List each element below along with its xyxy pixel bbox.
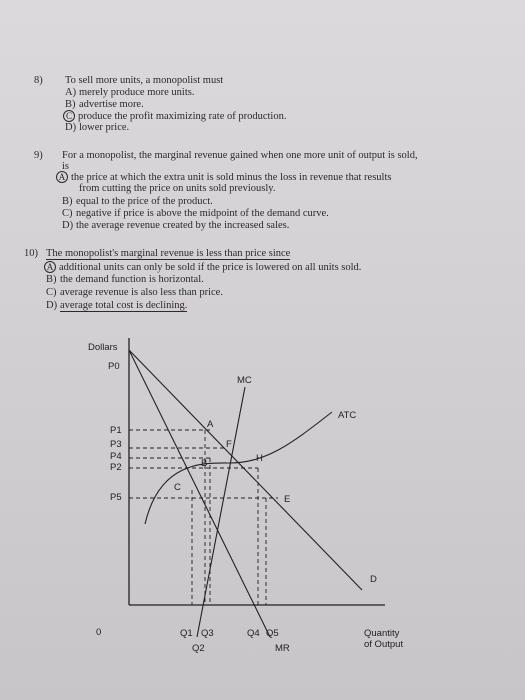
mr-label: MR (275, 643, 290, 654)
choice-c-selected[interactable]: C produce the profit maximizing rate of production. (63, 110, 286, 122)
mc-label: MC (237, 375, 252, 386)
quantity-label-q2: Q2 (192, 643, 205, 654)
price-label-p0: P0 (108, 361, 120, 372)
choice-c[interactable]: C) negative if price is above the midpoint of the demand curve. (62, 208, 329, 219)
question-stem: To sell more units, a monopolist must (65, 75, 224, 86)
question-number: 9) (34, 150, 43, 161)
quantity-label-q5: Q5 (266, 628, 279, 639)
price-label-p5: P5 (110, 492, 122, 503)
selected-answer-circle: A (44, 261, 56, 273)
origin-label: 0 (96, 627, 102, 638)
quantity-label-q4: Q4 (247, 628, 260, 639)
demand-label: D (370, 574, 377, 585)
quantity-guide-lines (192, 430, 266, 605)
choice-c[interactable]: C) average revenue is also less than price. (46, 287, 223, 298)
question-stem: For a monopolist, the marginal revenue gained when one more unit of output is sold, (62, 150, 418, 161)
y-axis-label: Dollars (88, 342, 118, 353)
choice-a-continued: from cutting the price on units sold previously. (79, 183, 276, 194)
point-h-label: H (256, 453, 263, 464)
choice-d[interactable]: D) lower price. (65, 122, 130, 133)
choice-a-selected[interactable]: A additional units can only be sold if the price is lowered on all units sold. (44, 261, 361, 273)
question-number: 8) (34, 75, 43, 86)
quantity-label-q1: Q1 (180, 628, 193, 639)
choice-a[interactable]: A) merely produce more units. (65, 87, 195, 98)
atc-label: ATC (338, 410, 357, 421)
point-f-label: F (226, 439, 232, 450)
question-stem-continued: is (62, 161, 70, 172)
selected-answer-circle: C (63, 110, 75, 122)
point-c-label: C (174, 482, 181, 493)
selected-answer-circle: A (56, 171, 68, 183)
x-axis-label-line1: Quantity (364, 628, 400, 639)
point-a-label: A (207, 419, 214, 430)
choice-a-selected[interactable]: A the price at which the extra unit is sold minus the loss in revenue that results (56, 171, 391, 183)
x-axis-label-line2: of Output (364, 639, 404, 650)
price-label-p2: P2 (110, 462, 122, 473)
point-b-label: B (201, 458, 208, 469)
quantity-label-q3: Q3 (201, 628, 214, 639)
choice-b[interactable]: B) the demand function is horizontal. (46, 274, 204, 285)
price-label-p3: P3 (110, 439, 122, 450)
choice-d[interactable]: D) the average revenue created by the increased sales. (62, 220, 290, 231)
price-label-p1: P1 (110, 425, 122, 436)
marginal-cost-curve (197, 387, 245, 637)
marginal-revenue-curve (129, 350, 270, 637)
question-stem: The monopolist's marginal revenue is less than price since (46, 248, 291, 259)
question-number: 10) (24, 248, 38, 259)
point-e-label: E (284, 494, 291, 505)
choice-b[interactable]: B) equal to the price of the product. (62, 196, 213, 207)
choice-b[interactable]: B) advertise more. (65, 99, 144, 110)
price-label-p4: P4 (110, 451, 122, 462)
choice-d[interactable]: D) average total cost is declining. (46, 300, 188, 311)
demand-curve (129, 350, 362, 590)
